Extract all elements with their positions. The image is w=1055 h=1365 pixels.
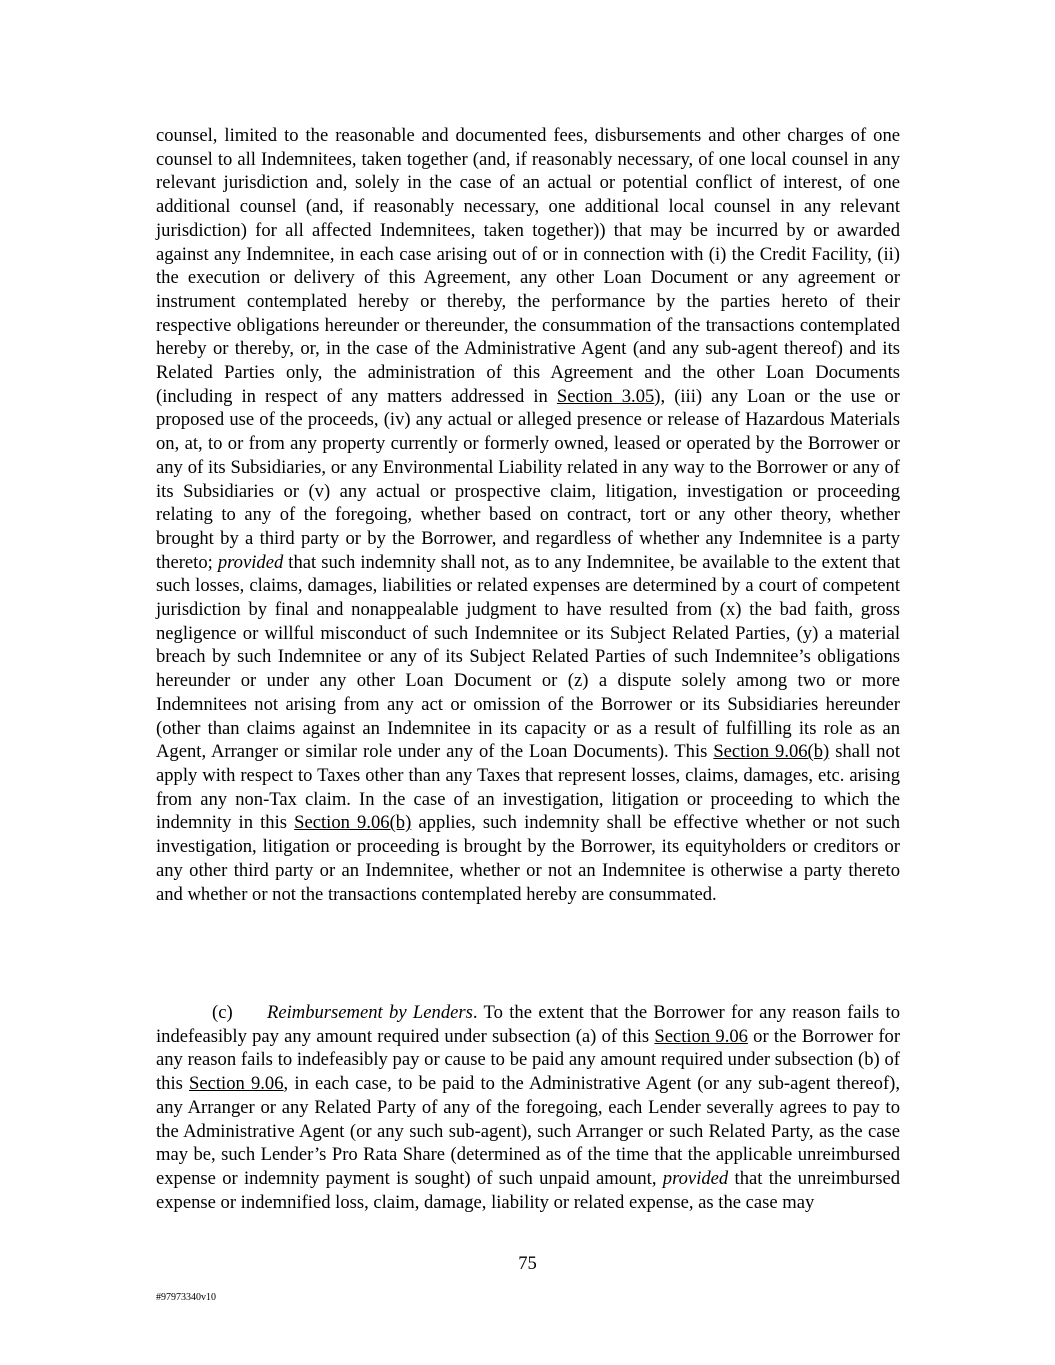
- section-reference-9-06b-second: Section 9.06(b): [294, 812, 412, 834]
- para2-text-3: , in each case, to be paid to the Administrative Agent (or any sub-agent thereof), any Arranger or any Related Party of any of the foregoing, each Lender severally agrees to pay to the Administrative Agent (or any such sub-agent), such Arranger or such Related Party, as the case may be, such Lender’s Pro Rata Share (determined as of the time that the applicable unreimbursed expense or indemnity payment is sought) of such unpaid amount,: [156, 1073, 901, 1189]
- provided-emphasis-second: provided: [662, 1167, 729, 1189]
- paragraph-reimbursement-by-lenders: [156, 1001, 900, 1214]
- para1-text-4: shall not apply with respect to Taxes other than any Taxes that represent losses, claims, damages, etc. arising from any non-Tax claim. In the case of an investigation, litigation or proceeding to which the indemnity in this: [156, 741, 901, 834]
- document-id: #97973340v10: [156, 1292, 216, 1303]
- para1-text-3: that such indemnity shall not, as to any Indemnitee, be available to the extent that such losses, claims, damages, liabilities or related expenses are determined by a court of competent jurisdiction by final and nonappealable judgment to have resulted from (x) the bad faith, gross negligence or willful misconduct of such Indemnitee or its Subject Related Parties, (y) a material breach by such Indemnitee or any of its Subject Related Parties of such Indemnitee’s obligations hereunder or under any other Loan Document or (z) a dispute solely among two or more Indemnitees not arising from any act or omission of the Borrower or its Subsidiaries hereunder (other than claims against an Indemnitee in its capacity or as a result of fulfilling its role as an Agent, Arranger or similar role under any of the Loan Documents). This: [156, 551, 901, 763]
- paragraph-indemnification-continued: [156, 124, 900, 906]
- provided-emphasis: provided: [217, 551, 284, 573]
- section-reference-9-06: Section 9.06: [654, 1025, 748, 1047]
- para2-text-2: or the Borrower for any reason fails to indefeasibly pay or cause to be paid any amount required under subsection (b) of this: [156, 1025, 901, 1095]
- para2-text-4: that the unreimbursed expense or indemnified loss, claim, damage, liability or related expense, as the case may: [156, 1167, 900, 1213]
- page-number: 75: [518, 1253, 537, 1274]
- para1-text-2: ), (iii) any Loan or the use or proposed use of the proceeds, (iv) any actual or alleged presence or release of Hazardous Materials on, at, to or from any property currently or formerly owned, leased or operated by the Borrower or any of its Subsidiaries, or any Environmental Liability related in any way to the Borrower or any of its Subsidiaries or (v) any actual or prospective claim, litigation, investigation or proceeding relating to any of the foregoing, whether based on contract, tort or any other theory, whether brought by a third party or by the Borrower, and regardless of whether any Indemnitee is a party thereto;: [156, 385, 900, 573]
- subsection-label: (c): [212, 1002, 233, 1023]
- section-reference-3-05: Section 3.05: [556, 385, 655, 407]
- para1-text-1: counsel, limited to the reasonable and documented fees, disbursements and other charges of one counsel to all Indemnitees, taken together (and, if reasonably necessary, of one local counsel in any relevant jurisdiction and, solely in the case of an actual or potential conflict of interest, of one additional counsel (and, if reasonably necessary, one additional local counsel in any relevant jurisdiction) for all affected Indemnitees, taken together)) that may be incurred by or awarded against any Indemnitee, in each case arising out of or in connection with (i) the Credit Facility, (ii) the execution or delivery of this Agreement, any other Loan Document or any agreement or instrument contemplated hereby or thereby, the performance by the parties hereto of their respective obligations hereunder or thereunder, the consummation of the transactions contemplated hereby or thereby, or, in the case of the Administrative Agent (and any sub-agent thereof) and its Related Parties only, the administration of this Agreement and the other Loan Documents (including in respect of any matters addressed in: [156, 125, 900, 407]
- subsection-heading: Reimbursement by Lenders: [267, 1002, 473, 1023]
- section-reference-9-06b: Section 9.06(b): [713, 741, 830, 763]
- para1-text-5: applies, such indemnity shall be effective whether or not such investigation, litigation or proceeding is brought by the Borrower, its equityholders or creditors or any other third party or an Indemnitee, whether or not an Indemnitee is otherwise a party thereto and whether or not the transactions contemplated hereby are consummated.: [156, 812, 901, 905]
- para2-text-1: . To the extent that the Borrower for any reason fails to indefeasibly pay any amount required under subsection (a) of this: [156, 1002, 900, 1047]
- section-reference-9-06-second: Section 9.06: [189, 1073, 284, 1095]
